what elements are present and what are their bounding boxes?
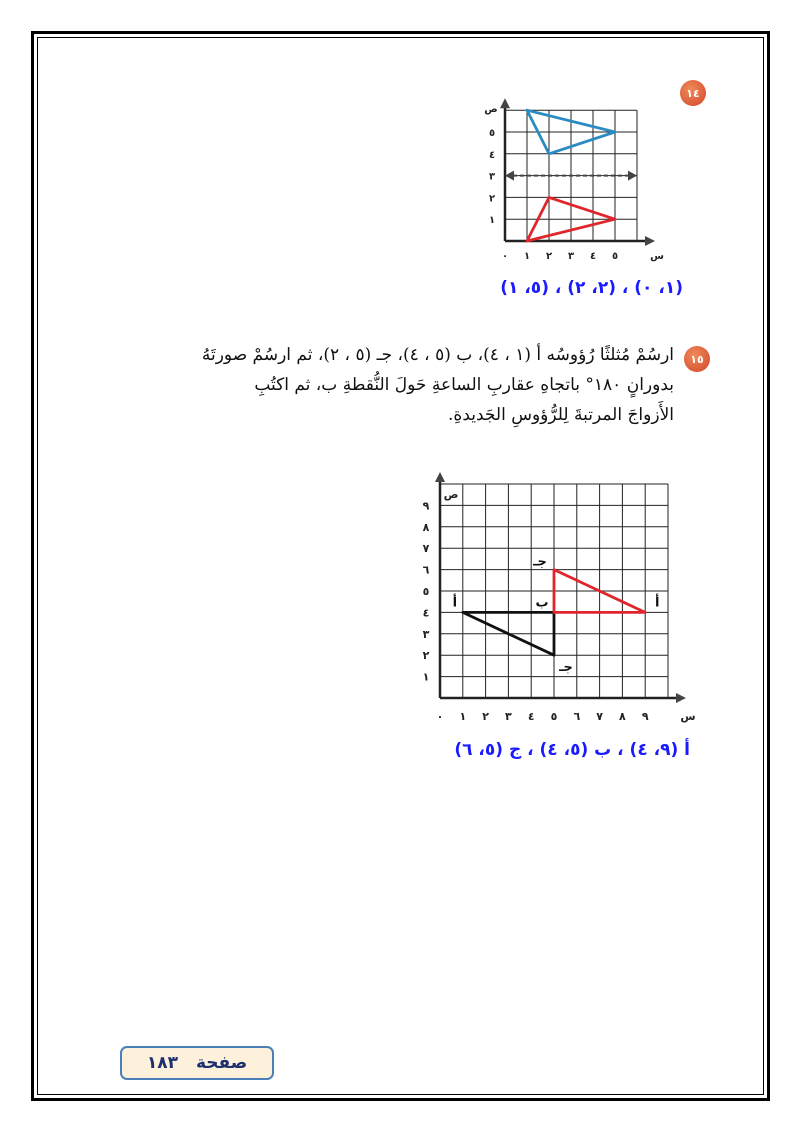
vertex-label: ب — [535, 595, 549, 611]
y-tick-label: ٢ — [422, 649, 430, 663]
x-tick-label: ٠ — [436, 710, 444, 723]
y-tick-label: ٢ — [488, 193, 496, 205]
page-word: صفحة — [195, 1053, 248, 1073]
question-15-badge: ١٥ — [684, 346, 710, 372]
y-tick-label: ٦ — [422, 563, 430, 577]
y-tick-label: ٣ — [488, 171, 496, 183]
y-tick-label: ٧ — [422, 542, 430, 556]
y-tick-label: ٥ — [422, 585, 430, 598]
question-15-line: بدورانٍ ١٨٠° باتجاهِ عقاربِ الساعةِ حَولَ النُّقطةِ ب، ثم اكتُبِ — [254, 375, 674, 395]
y-axis-label: ص — [484, 104, 498, 116]
x-tick-label: ١ — [459, 710, 467, 723]
x-axis-label: س — [680, 710, 696, 723]
y-axis-label: ص — [443, 488, 459, 501]
question-15-line: الأَزواجَ المرتبةَ لِلرُّؤوسِ الجَديدةِ. — [448, 405, 674, 425]
y-tick-label: ٤ — [422, 606, 430, 620]
question-14-badge: ١٤ — [680, 80, 706, 106]
page-number: ١٨٣ — [146, 1053, 178, 1073]
x-tick-label: ٧ — [596, 710, 603, 723]
x-tick-label: ٩ — [641, 710, 649, 723]
y-tick-label: ٣ — [422, 627, 430, 641]
x-tick-label: ١ — [523, 251, 531, 262]
x-tick-label: ٢ — [545, 251, 553, 262]
x-tick-label: ٦ — [573, 710, 581, 723]
x-tick-label: ٥ — [550, 710, 558, 723]
question-14-answer: (١، ٠) ، (٢، ٢) ، (٥، ١) — [500, 278, 683, 298]
x-tick-label: ٨ — [619, 710, 626, 723]
x-tick-label: ٥ — [611, 251, 619, 262]
question-15-answer: أ (٩، ٤) ، ب (٥، ٤) ، ج (٥، ٦) — [454, 740, 690, 760]
x-axis-label: س — [650, 251, 664, 262]
page-number-box — [120, 1046, 274, 1080]
y-tick-label: ٤ — [488, 149, 496, 161]
vertex-label: جـ — [559, 660, 573, 676]
vertex-label: جـ — [533, 554, 547, 570]
vertex-label: أ — [654, 595, 660, 611]
y-tick-label: ١ — [422, 670, 430, 684]
y-tick-label: ٨ — [422, 520, 430, 534]
y-tick-label: ٥ — [488, 128, 496, 139]
vertex-label: أ — [452, 595, 458, 611]
x-tick-label: ٤ — [589, 251, 597, 262]
x-tick-label: ٣ — [567, 251, 575, 262]
question-15-line: ارسُمْ مُثلثًا رُؤوسُه أ (١ ، ٤)، ب (٥ ، ٤)، جـ (٥ ، ٢)، ثم ارسُمْ صورتَهُ — [201, 345, 674, 365]
x-tick-label: ٣ — [505, 710, 512, 723]
y-axis-arrow-icon — [435, 472, 445, 482]
x-tick-label: ٠ — [501, 251, 509, 262]
x-axis-arrow-icon — [676, 693, 686, 703]
y-tick-label: ٩ — [422, 499, 430, 513]
x-tick-label: ٢ — [482, 710, 489, 723]
x-tick-label: ٤ — [527, 710, 535, 723]
y-tick-label: ١ — [488, 215, 496, 227]
